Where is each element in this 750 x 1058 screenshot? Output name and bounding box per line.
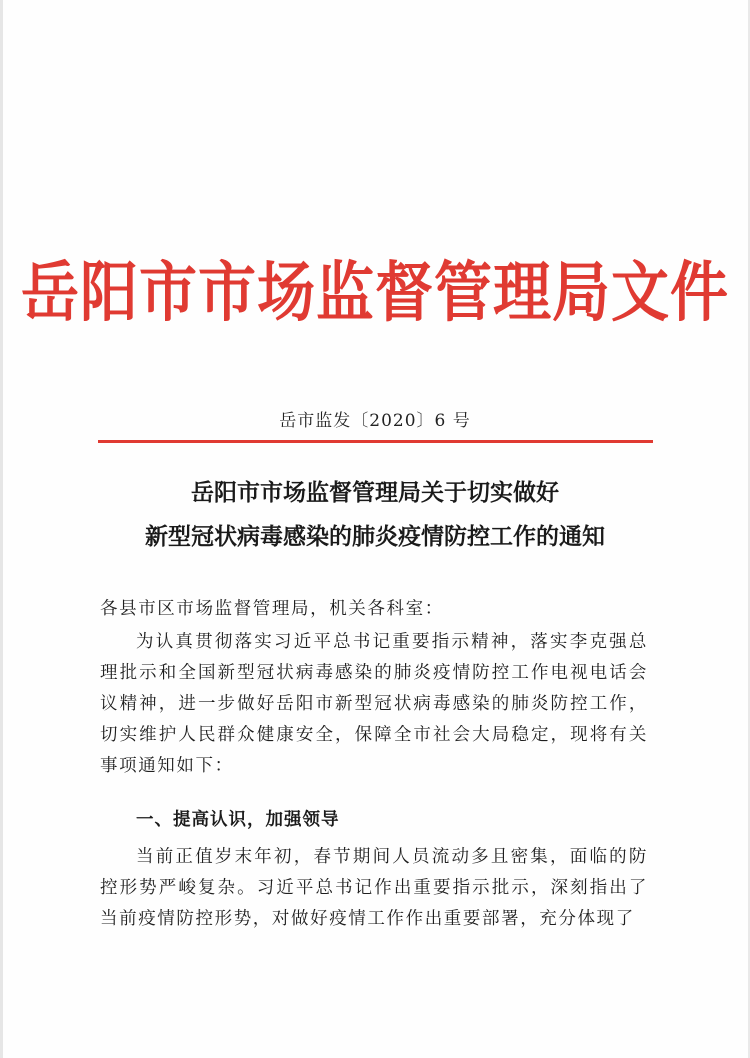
- document-title-line-2: 新型冠状病毒感染的肺炎疫情防控工作的通知: [145, 523, 605, 550]
- document-number: 岳市监发〔2020〕6 号: [279, 411, 471, 431]
- paragraph-intro: 为认真贯彻落实习近平总书记重要指示精神，落实李克强总理批示和全国新型冠状病毒感染的肺炎疫情防控工作电视电话会议精神，进一步做好岳阳市新型冠状病毒感染的肺炎防控工作，切实维护人民群众健康安全，保障全市社会大局稳定，现将有关事项通知如下：: [100, 632, 648, 776]
- red-separator-line: [98, 440, 653, 443]
- document-title: [0, 471, 750, 559]
- issuer-header-title: 岳阳市市场监督管理局文件: [20, 253, 729, 331]
- paragraph-section-1: 当前正值岁末年初，春节期间人员流动多且密集，面临的防控形势严峻复杂。习近平总书记作出重要指示批示，深刻指出了当前疫情防控形势，对做好疫情工作作出重要部署，充分体现了: [100, 847, 648, 929]
- document-title-line-1: 岳阳市市场监督管理局关于切实做好: [191, 479, 559, 506]
- section-heading-1: 一、提高认识，加强领导: [136, 810, 340, 830]
- salutation: 各县市区市场监督管理局，机关各科室：: [100, 599, 444, 619]
